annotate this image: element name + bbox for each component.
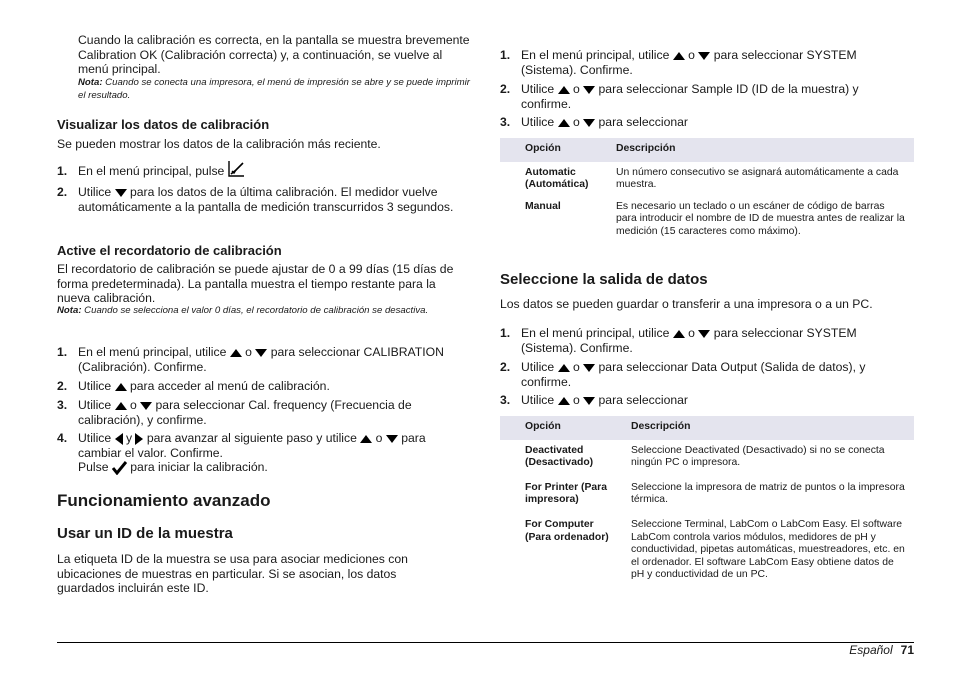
heading-advanced-operation: Funcionamiento avanzado (57, 491, 271, 510)
sample-step-3: 3. Utilice o para seleccionar (500, 115, 688, 129)
calibration-icon (228, 160, 245, 177)
arrow-up-icon (230, 349, 242, 357)
option-name: Automatic (Automática) (525, 166, 589, 191)
arrow-up-icon (558, 86, 570, 94)
footer-divider (57, 642, 914, 643)
option-description: Seleccione Terminal, LabCom o LabCom Easy. El software LabCom controla varios módulos, medidores de pH y conductividad, pipetas automáticas, muestreadores, etc. en el ordenador. El software LabCom Easy obtiene datos de pH y conductividad de un PC. (631, 518, 905, 581)
arrow-down-icon (583, 86, 595, 94)
sample-id-options-table (500, 138, 914, 242)
arrow-up-icon (558, 397, 570, 405)
reminder-step-2: 2. Utilice para acceder al menú de calibración. (57, 379, 330, 393)
option-description: Seleccione la impresora de matriz de puntos o la impresora térmica. (631, 481, 905, 506)
option-description: Un número consecutivo se asignará automáticamente a cada muestra. (616, 166, 899, 191)
arrow-right-icon (135, 433, 143, 445)
option-name: Deactivated (Desactivado) (525, 444, 594, 469)
table-header-description: Descripción (608, 138, 914, 162)
arrow-up-icon (558, 364, 570, 372)
table-header-row (500, 416, 914, 440)
arrow-down-icon (386, 435, 398, 443)
table-row (500, 440, 914, 473)
option-description: Seleccione Deactivated (Desactivado) si no se conecta ningún PC o impresora. (631, 444, 885, 469)
arrow-up-icon (673, 330, 685, 338)
heading-view-calibration: Visualizar los datos de calibración (57, 117, 270, 132)
arrow-down-icon (698, 330, 710, 338)
page-number: 71 (900, 643, 914, 657)
table-header-option: Opción (500, 138, 608, 162)
arrow-down-icon (255, 349, 267, 357)
page-footer (849, 643, 914, 657)
note-reminder-zero: Nota: Cuando se selecciona el valor 0 días, el recordatorio de calibración se desactiva. (57, 305, 429, 316)
output-step-1: 1. En el menú principal, utilice o para seleccionar SYSTEM (Sistema). Confirme. (500, 326, 857, 355)
reminder-step-4: 4. Utilice y para avanzar al siguiente paso y utilice o para cambiar el valor. Confirme. Pulse para iniciar la calibración. (57, 431, 426, 475)
arrow-down-icon (583, 119, 595, 127)
arrow-up-icon (115, 383, 127, 391)
reminder-step-3: 3. Utilice o para seleccionar Cal. frequency (Frecuencia de calibración), y confirme. (57, 398, 412, 427)
option-name: Manual (525, 200, 561, 212)
option-name: For Printer (Para impresora) (525, 481, 607, 506)
footer-language: Español (849, 643, 893, 657)
table-header-description: Descripción (623, 416, 914, 440)
table-header-row (500, 138, 914, 162)
table-header-option: Opción (500, 416, 623, 440)
arrow-down-icon (698, 52, 710, 60)
sample-id-paragraph: La etiqueta ID de la muestra se usa para asociar mediciones con ubicaciones de muestras en particular. Si se asocian, los datos guardados incluirán este ID. (57, 552, 408, 596)
view-calibration-paragraph: Se pueden mostrar los datos de la calibración más reciente. (57, 137, 381, 151)
output-step-2: 2. Utilice o para seleccionar Data Output (Salida de datos), y confirme. (500, 360, 866, 389)
arrow-down-icon (140, 402, 152, 410)
view-step-2: 2. Utilice para los datos de la última calibración. El medidor vuelve automáticamente a la pantalla de medición transcurridos 3 segundos. (57, 185, 454, 214)
arrow-down-icon (583, 397, 595, 405)
heading-data-output: Seleccione la salida de datos (500, 271, 708, 288)
reminder-paragraph: El recordatorio de calibración se puede ajustar de 0 a 99 días (15 días de forma predeterminada). La pantalla muestra el tiempo restante para la nueva calibración. (57, 262, 454, 306)
table-row (500, 195, 914, 242)
reminder-step-1: 1. En el menú principal, utilice o para seleccionar CALIBRATION (Calibración). Confirme. (57, 345, 444, 374)
option-name: For Computer (Para ordenador) (525, 518, 609, 543)
data-output-paragraph: Los datos se pueden guardar o transferir a una impresora o a un PC. (500, 297, 873, 311)
checkmark-icon (112, 461, 127, 475)
arrow-left-icon (115, 433, 123, 445)
arrow-down-icon (583, 364, 595, 372)
table-row (500, 510, 914, 585)
note-printer: Nota: Cuando se conecta una impresora, el menú de impresión se abre y se puede imprimir el resultado. (78, 77, 470, 101)
arrow-down-icon (115, 189, 127, 197)
arrow-up-icon (558, 119, 570, 127)
option-description: Es necesario un teclado o un escáner de código de barras para introducir el nombre de ID de muestra antes de realizar la medición (15 caracteres como máximo). (616, 200, 905, 237)
sample-step-1: 1. En el menú principal, utilice o para seleccionar SYSTEM (Sistema). Confirme. (500, 48, 857, 77)
heading-calibration-reminder: Active el recordatorio de calibración (57, 243, 282, 258)
arrow-up-icon (115, 402, 127, 410)
output-step-3: 3. Utilice o para seleccionar (500, 393, 688, 407)
table-row (500, 162, 914, 195)
arrow-up-icon (360, 435, 372, 443)
heading-sample-id: Usar un ID de la muestra (57, 525, 233, 542)
table-row (500, 473, 914, 510)
sample-step-2: 2. Utilice o para seleccionar Sample ID (ID de la muestra) y confirme. (500, 82, 859, 111)
view-step-1: 1. En el menú principal, pulse (57, 164, 469, 179)
data-output-options-table (500, 416, 914, 585)
calibration-ok-paragraph: Cuando la calibración es correcta, en la pantalla se muestra brevemente Calibration OK (Calibración correcta) y, a continuación, se vuelve al menú principal. (78, 33, 470, 77)
arrow-up-icon (673, 52, 685, 60)
